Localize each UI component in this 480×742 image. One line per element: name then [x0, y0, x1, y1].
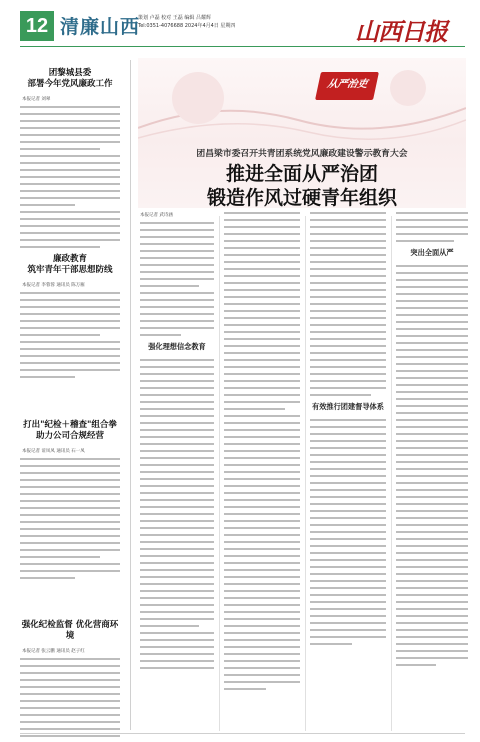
article-body — [20, 458, 120, 579]
footer-rule — [20, 733, 465, 734]
article-body — [20, 658, 120, 742]
article-body — [310, 419, 386, 645]
headline-line-2: 锻造作风过硬青年组织 — [206, 187, 397, 209]
headline-line-1: 推进全面从严治团 — [225, 163, 378, 185]
article-byline: 本报记者 刘翠 — [22, 97, 51, 102]
article-body — [310, 212, 386, 396]
main-column-1 — [140, 212, 214, 732]
contact-date: Tel:0351-4076688 2024年4月4日 星期四 — [138, 23, 236, 29]
newspaper-logo: 山西日报 — [355, 17, 447, 46]
left-article-4 — [20, 620, 120, 742]
article-title: 团黎城县委 — [48, 68, 92, 78]
article-title: 筑牢青年干部思想防线 — [27, 265, 113, 275]
feature-banner — [138, 58, 466, 208]
staff-credits: 策划 卢磊 校对 王磊 编辑 吕耀辉 — [138, 15, 211, 21]
article-body — [396, 212, 468, 242]
article-body — [20, 292, 120, 378]
article-byline: 本报记者 谊凤凤 通讯员 石一凤 — [22, 449, 85, 454]
article-body — [20, 106, 120, 248]
main-byline: 本报记者 武诗涵 — [140, 213, 173, 218]
main-column-3 — [310, 212, 386, 732]
main-column-4 — [396, 212, 468, 732]
main-headline — [150, 162, 454, 210]
headline-kicker: 团昌梁市委召开共青团系统党风廉政建设警示教育大会 — [196, 149, 408, 159]
article-title: 廉政教育 — [52, 254, 87, 264]
header-rule — [20, 46, 465, 47]
article-title: 强化纪检监督 优化营商环境 — [21, 620, 119, 641]
main-column-2 — [224, 212, 300, 732]
article-body — [140, 222, 214, 336]
article-byline: 本报记者 张云鹏 通讯员 赵子红 — [22, 649, 85, 654]
left-article-2 — [20, 254, 120, 383]
article-title: 助力公司合规经营 — [35, 431, 104, 441]
article-title: 打出"纪检＋稽查"组合拳 — [23, 420, 117, 430]
masthead — [0, 0, 480, 46]
section-subhead: 有效推行团建督导体系 — [312, 402, 384, 411]
article-body — [396, 265, 468, 666]
column-divider — [391, 216, 392, 731]
section-subhead: 突出全面从严 — [410, 248, 454, 257]
decorative-wave-graphic — [138, 58, 466, 148]
section-title: 清廉山西 — [60, 16, 141, 38]
left-article-3 — [20, 420, 120, 584]
section-subhead: 强化理想信念教育 — [148, 342, 206, 351]
column-divider — [305, 216, 306, 731]
staff-info — [138, 14, 235, 30]
article-byline: 本报记者 李蓉蓉 通讯员 陈万雁 — [22, 283, 85, 288]
column-divider — [130, 60, 131, 730]
article-body — [140, 359, 214, 669]
article-title: 部署今年党风廉政工作 — [27, 79, 113, 89]
column-divider — [219, 216, 220, 731]
article-body — [224, 212, 300, 690]
left-article-1 — [20, 68, 120, 253]
slogan-badge: 从严治吏 — [315, 72, 379, 100]
left-column — [20, 60, 120, 730]
page-number: 12 — [20, 11, 54, 41]
